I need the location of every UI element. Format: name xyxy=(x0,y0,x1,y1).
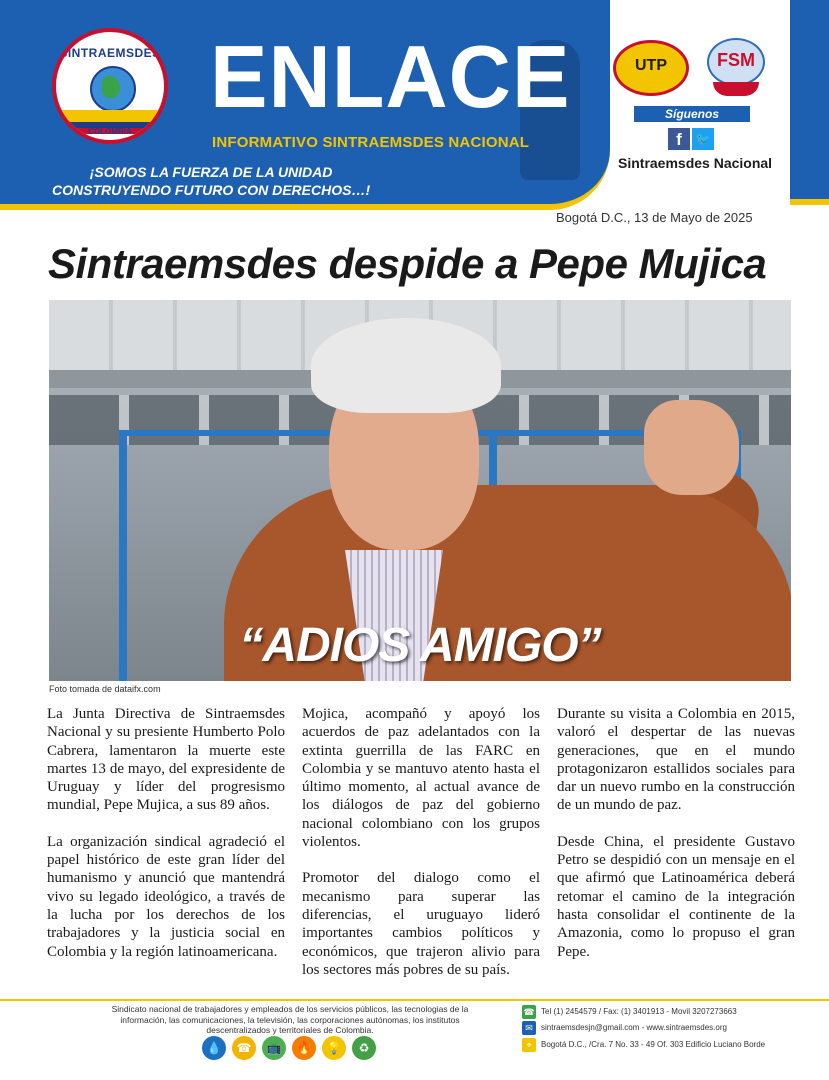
paragraph: Durante su visita a Colombia en 2015, valoró el despertar de las nuevas generaciones, que en el mundo protagonizaron estallidos sociales para dar un nuevo rumbo en la construcción de un mundo de paz. xyxy=(557,706,795,814)
newsletter-title: ENLACE xyxy=(210,27,571,126)
article-column-2 xyxy=(302,705,540,997)
contact-address: ⌖ Bogotá D.C., /Cra. 7 No. 33 - 49 Of. 303 Edificio Luciano Borde xyxy=(522,1038,765,1052)
mail-icon: ✉ xyxy=(522,1021,536,1035)
follow-label: Síguenos xyxy=(634,106,750,122)
paragraph: Promotor del dialogo como el mecanismo para superar las diferencias, el uruguayo lideró importantes cambios políticos y económicos, que trajeron alivio para los sectores más pobres de su país. xyxy=(302,870,540,978)
slogan xyxy=(52,163,370,199)
paragraph: Desde China, el presidente Gustavo Petro se despidió con un mensaje en el que afirmó que Latinoamérica deberá retomar el camino de la integración hasta consolidar el continente de la Amazonia, como lo propuso el gran Pepe. xyxy=(557,833,795,960)
main-photo xyxy=(49,300,791,681)
fsm-logo xyxy=(697,38,775,98)
newsletter-subtitle: INFORMATIVO SINTRAEMSDES NACIONAL xyxy=(212,134,530,151)
article-column-1 xyxy=(47,705,285,979)
slogan-line-1: ¡SOMOS LA FUERZA DE LA UNIDAD xyxy=(89,164,333,180)
social-handle: Sintraemsdes Nacional xyxy=(618,155,773,171)
gas-icon: 🔥 xyxy=(292,1036,316,1060)
paragraph: La Junta Directiva de Sintraemsdes Nacional y su presiente Humberto Polo Cabrera, lamentaron la muerte este martes 13 de mayo, del expresidente de Uruguay y líder del progresismo mundial, Pepe Mujica, a sus 89 años. xyxy=(47,706,285,814)
facebook-icon[interactable]: f xyxy=(668,128,690,150)
headline: Sintraemsdes despide a Pepe Mujica xyxy=(48,240,767,287)
phone-icon: ☎ xyxy=(523,1007,535,1017)
contact-phone: ☎ Tel (1) 2454579 / Fax: (1) 3401913 - Movil 3207273663 xyxy=(523,1007,737,1017)
masthead xyxy=(0,0,829,215)
photo-credit: Foto tomada de dataifx.com xyxy=(49,684,161,694)
masthead-band-right xyxy=(790,0,829,205)
article-column-3 xyxy=(557,705,795,979)
footer-description: Sindicato nacional de trabajadores y empleados de los servicios públicos, las tecnologias de la información, las comunicaciones, la televisión, las corporaciones autónomas, los institutos descentralizados y territoriales de Colombia. xyxy=(111,1004,469,1035)
recycle-icon: ♻ xyxy=(352,1036,376,1060)
bulb-icon: 💡 xyxy=(322,1036,346,1060)
union-logo xyxy=(52,28,168,144)
globe-icon xyxy=(90,66,136,112)
raised-fist xyxy=(644,400,739,495)
hands-icon xyxy=(713,82,759,96)
logo-text: SINTRAEMSDES xyxy=(59,46,161,60)
utp-logo xyxy=(613,40,689,96)
contact-email: ✉ sintraemsdesjn@gmail.com - www.sintraemsdes.org xyxy=(522,1021,727,1035)
water-icon: 💧 xyxy=(202,1036,226,1060)
footer-divider xyxy=(0,999,829,1001)
phone-icon: ☎ xyxy=(232,1036,256,1060)
utp-logo-text: UTP xyxy=(635,57,667,74)
publication-date: Bogotá D.C., 13 de Mayo de 2025 xyxy=(556,210,753,225)
social-links xyxy=(668,128,716,150)
paragraph: Mojica, acompañó y apoyó los acuerdos de paz adelantados con la extinta guerrilla de las FARC en Colombia y se mantuvo atento hasta el último momento, al actual avance de los diálogos de paz del gobierno nacional colombiano con los grupos violentos. xyxy=(302,706,540,851)
slogan-line-2: CONSTRUYENDO FUTURO CON DERECHOS…! xyxy=(52,182,371,198)
paragraph: La organización sindical agradeció el papel histórico de este gran líder del humanismo y anunció que mantendrá vivo su legado ideológico, a través de la lucha por los derechos de los trabajadores y la justicia social en Colombia y la región latinoamericana. xyxy=(47,833,285,960)
location-pin-icon: ⌖ xyxy=(522,1038,536,1052)
fsm-logo-text: FSM xyxy=(717,50,755,70)
logo-country: COLOMBIA xyxy=(88,127,132,136)
twitter-icon[interactable]: 🐦 xyxy=(692,128,714,150)
photo-overlay-caption: “ADIOS AMIGO” xyxy=(239,619,601,672)
tv-icon: 📺 xyxy=(262,1036,286,1060)
